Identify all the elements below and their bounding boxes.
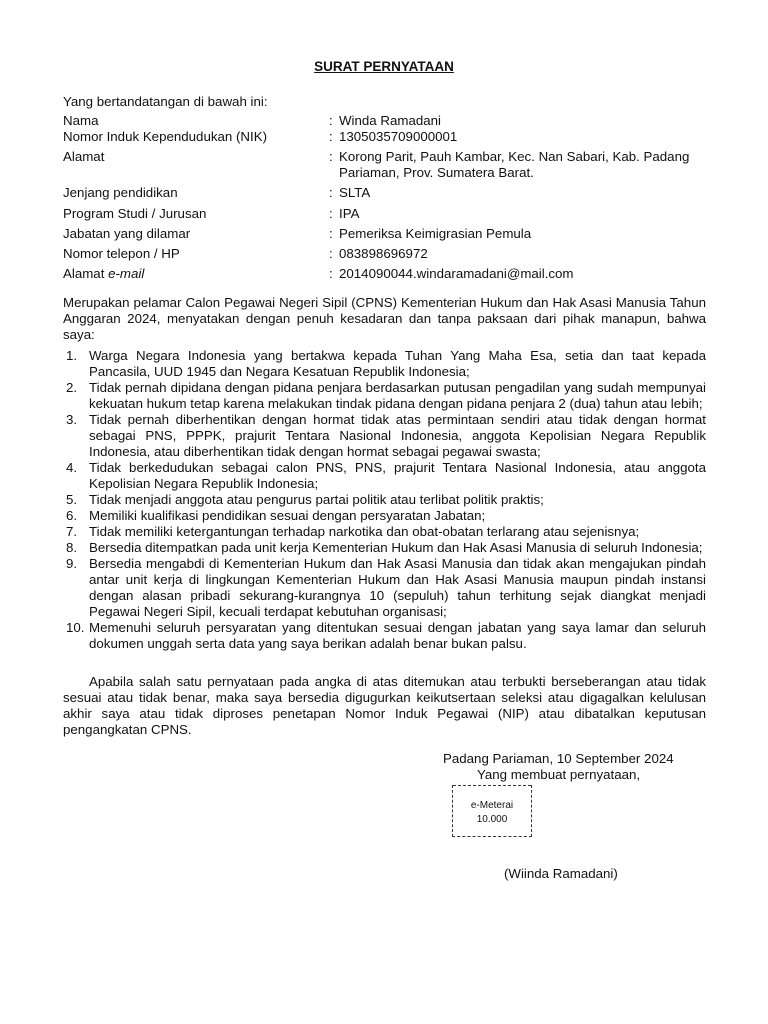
identity-row-name: [63, 113, 713, 129]
list-item: [63, 556, 706, 620]
identity-row-position: [63, 226, 713, 246]
identity-row-phone: [63, 246, 713, 266]
identity-label: Jenjang pendidikan: [63, 185, 178, 200]
identity-value: : Korong Parit, Pauh Kambar, Kec. Nan Sabari, Kab. Padang Pariaman, Prov. Sumatera Barat.: [329, 149, 713, 185]
list-item-text: Bersedia mengabdi di Kementerian Hukum dan Hak Asasi Manusia dan tidak akan mengajukan pindah antar unit kerja di lingkungan Kementerian Hukum dan Hak Asasi Manusia maupun pindah instansi dengan alasan pribadi sekurang-kurangnya 10 (sepuluh) tahun terhitung sejak diangkat menjadi Pegawai Negeri Sipil, kecuali terdapat kebutuhan organisasi;: [89, 556, 706, 619]
list-item-number: 7.: [66, 524, 78, 539]
intro-text: Yang bertandatangan di bawah ini:: [63, 94, 268, 109]
list-item-number: 1.: [66, 348, 78, 363]
statement-list: [63, 348, 706, 652]
list-item: [63, 620, 706, 652]
list-item: [63, 460, 706, 492]
email-label-em: e-mail: [108, 266, 145, 281]
identity-row-nik: [63, 129, 713, 149]
list-item: [63, 524, 706, 540]
list-item-number: 5.: [66, 492, 78, 507]
identity-label: Nomor Induk Kependudukan (NIK): [63, 129, 267, 144]
identity-value: : 1305035709000001: [329, 129, 713, 149]
identity-row-major: [63, 206, 713, 226]
list-item-number: 6.: [66, 508, 78, 523]
identity-label: Alamat: [63, 149, 105, 164]
list-item-number: 3.: [66, 412, 78, 427]
list-item-number: 9.: [66, 556, 78, 571]
list-item-text: Tidak berkedudukan sebagai calon PNS, PNS, prajurit Tentara Nasional Indonesia, atau anggota Kepolisian Negara Republik Indonesia;: [89, 460, 706, 491]
list-item: [63, 508, 706, 524]
list-item-text: Memiliki kualifikasi pendidikan sesuai dengan persyaratan Jabatan;: [89, 508, 486, 523]
identity-value: : 2014090044.windaramadani@mail.com: [329, 266, 713, 286]
e-meterai-box: [452, 785, 532, 837]
list-item-text: Bersedia ditempatkan pada unit kerja Kementerian Hukum dan Hak Asasi Manusia di seluruh Indonesia;: [89, 540, 703, 555]
list-item: [63, 348, 706, 380]
list-item-number: 2.: [66, 380, 78, 395]
list-item-text: Tidak pernah dipidana dengan pidana penjara berdasarkan putusan pengadilan yang sudah mempunyai kekuatan hukum tetap karena melakukan tindak pidana dengan pidana penjara 2 (dua) tahun atau lebih;: [89, 380, 706, 411]
list-item: [63, 540, 706, 556]
identity-value: : 083898696972: [329, 246, 713, 266]
identity-value: : Winda Ramadani: [329, 113, 713, 129]
signature-role: Yang membuat pernyataan,: [477, 767, 641, 782]
identity-label: Nomor telepon / HP: [63, 246, 180, 261]
identity-label: Nama: [63, 113, 99, 128]
meterai-label: [453, 799, 531, 827]
identity-label: Jabatan yang dilamar: [63, 226, 191, 241]
meterai-top-border: [453, 785, 531, 786]
list-item-number: 4.: [66, 460, 78, 475]
document-title: SURAT PERNYATAAN: [314, 59, 454, 74]
identity-label: Program Studi / Jurusan: [63, 206, 207, 221]
list-item-text: Warga Negara Indonesia yang bertakwa kepada Tuhan Yang Maha Esa, setia dan taat kepada Pancasila, UUD 1945 dan Negara Kesatuan Republik Indonesia;: [89, 348, 706, 379]
list-item-number: 8.: [66, 540, 78, 555]
meterai-line-2: 10.000: [476, 814, 508, 825]
identity-row-address: [63, 149, 713, 185]
list-item-text: Memenuhi seluruh persyaratan yang ditentukan sesuai dengan jabatan yang saya lamar dan seluruh dokumen unggah serta data yang saya berikan adalah benar bukan palsu.: [89, 620, 706, 651]
identity-value: : Pemeriksa Keimigrasian Pemula: [329, 226, 713, 246]
identity-label: [63, 266, 329, 286]
list-item: [63, 380, 706, 412]
signature-name: (Wiinda Ramadani): [504, 866, 618, 881]
list-item-text: Tidak pernah diberhentikan dengan hormat tidak atas permintaan sendiri atau tidak dengan hormat sebagai PNS, PPPK, prajurit Tentara Nasional Indonesia, anggota Kepolisian Negara Republik Indonesia, atau diberhentikan tidak dengan hormat sebagai pegawai swasta;: [89, 412, 706, 459]
identity-row-education: [63, 185, 713, 206]
list-item-text: Tidak memiliki ketergantungan terhadap narkotika dan obat-obatan terlarang atau sejenisnya;: [89, 524, 640, 539]
list-item: [63, 412, 706, 460]
list-item: [63, 492, 706, 508]
email-label-prefix: Alamat: [63, 266, 109, 281]
signature-place-date: Padang Pariaman, 10 September 2024: [443, 751, 674, 766]
identity-table: [63, 113, 713, 286]
list-item-number: 10.: [66, 620, 85, 635]
statement-intro-paragraph: Merupakan pelamar Calon Pegawai Negeri Sipil (CPNS) Kementerian Hukum dan Hak Asasi Manusia Tahun Anggaran 2024, menyatakan dengan penuh kesadaran dan tanpa paksaan dari pihak manapun, bahwa saya:: [63, 295, 706, 342]
meterai-line-1: e-Meterai: [470, 800, 514, 811]
identity-row-email: [63, 266, 713, 286]
list-item-text: Tidak menjadi anggota atau pengurus partai politik atau terlibat politik praktis;: [89, 492, 544, 507]
identity-value: : IPA: [329, 206, 713, 226]
identity-value: : SLTA: [329, 185, 713, 206]
closing-paragraph: Apabila salah satu pernyataan pada angka di atas ditemukan atau terbukti berseberangan atau tidak sesuai atau tidak benar, maka saya bersedia digugurkan keikutsertaan seleksi atau digagalkan kelulusan akhir saya atau tidak diproses penetapan Nomor Induk Pegawai (NIP) atau dibatalkan keputusan pengangkatan CPNS.: [63, 674, 706, 737]
